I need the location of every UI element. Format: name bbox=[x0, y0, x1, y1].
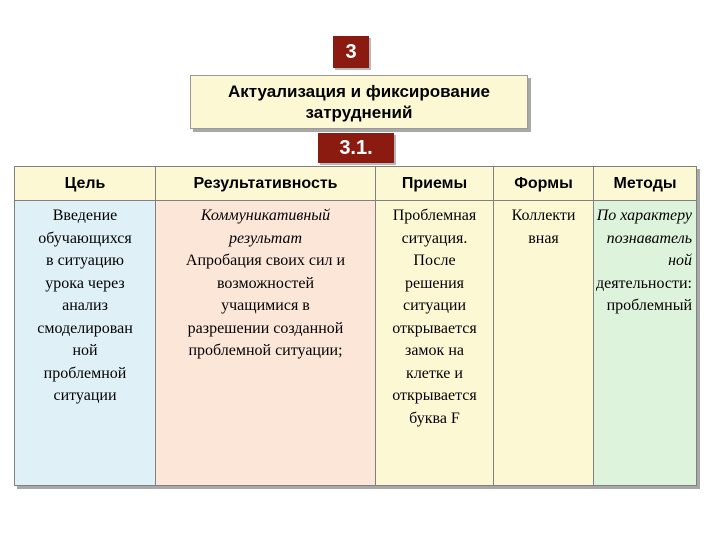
stage-table bbox=[14, 166, 697, 486]
cell-italic-text: Коммуникативный результат bbox=[200, 207, 331, 247]
column-cell: Проблемная ситуация. После решения ситуации открывается замок на клетке и открывается буква F bbox=[376, 201, 493, 485]
column-cell: Введение обучающихся в ситуацию урока через анализ смоделирован ной проблемной ситуации bbox=[15, 201, 155, 485]
column-goal bbox=[15, 167, 155, 485]
column-forms bbox=[493, 167, 593, 485]
cell-text: Апробация своих сил и возможностей учащимися в разрешении созданной проблемной ситуации; bbox=[185, 252, 346, 359]
column-cell bbox=[156, 201, 375, 485]
column-header: Методы bbox=[594, 167, 696, 201]
step-number-badge: 3 bbox=[333, 36, 369, 68]
column-cell bbox=[594, 201, 696, 485]
column-methods bbox=[593, 167, 696, 485]
cell-italic-text: По характеру познаватель ной bbox=[596, 207, 692, 269]
step-title-box bbox=[190, 75, 528, 129]
column-techniques bbox=[375, 167, 493, 485]
column-header: Цель bbox=[15, 167, 155, 201]
column-header: Результативность bbox=[156, 167, 375, 201]
step-title: Актуализация и фиксирование затруднений bbox=[227, 82, 490, 122]
column-header: Формы bbox=[494, 167, 593, 201]
cell-text: деятельности: проблемный bbox=[595, 274, 692, 314]
column-effectiveness bbox=[155, 167, 375, 485]
substep-number-badge: 3.1. bbox=[318, 133, 394, 163]
column-header: Приемы bbox=[376, 167, 493, 201]
column-cell: Коллекти вная bbox=[494, 201, 593, 485]
